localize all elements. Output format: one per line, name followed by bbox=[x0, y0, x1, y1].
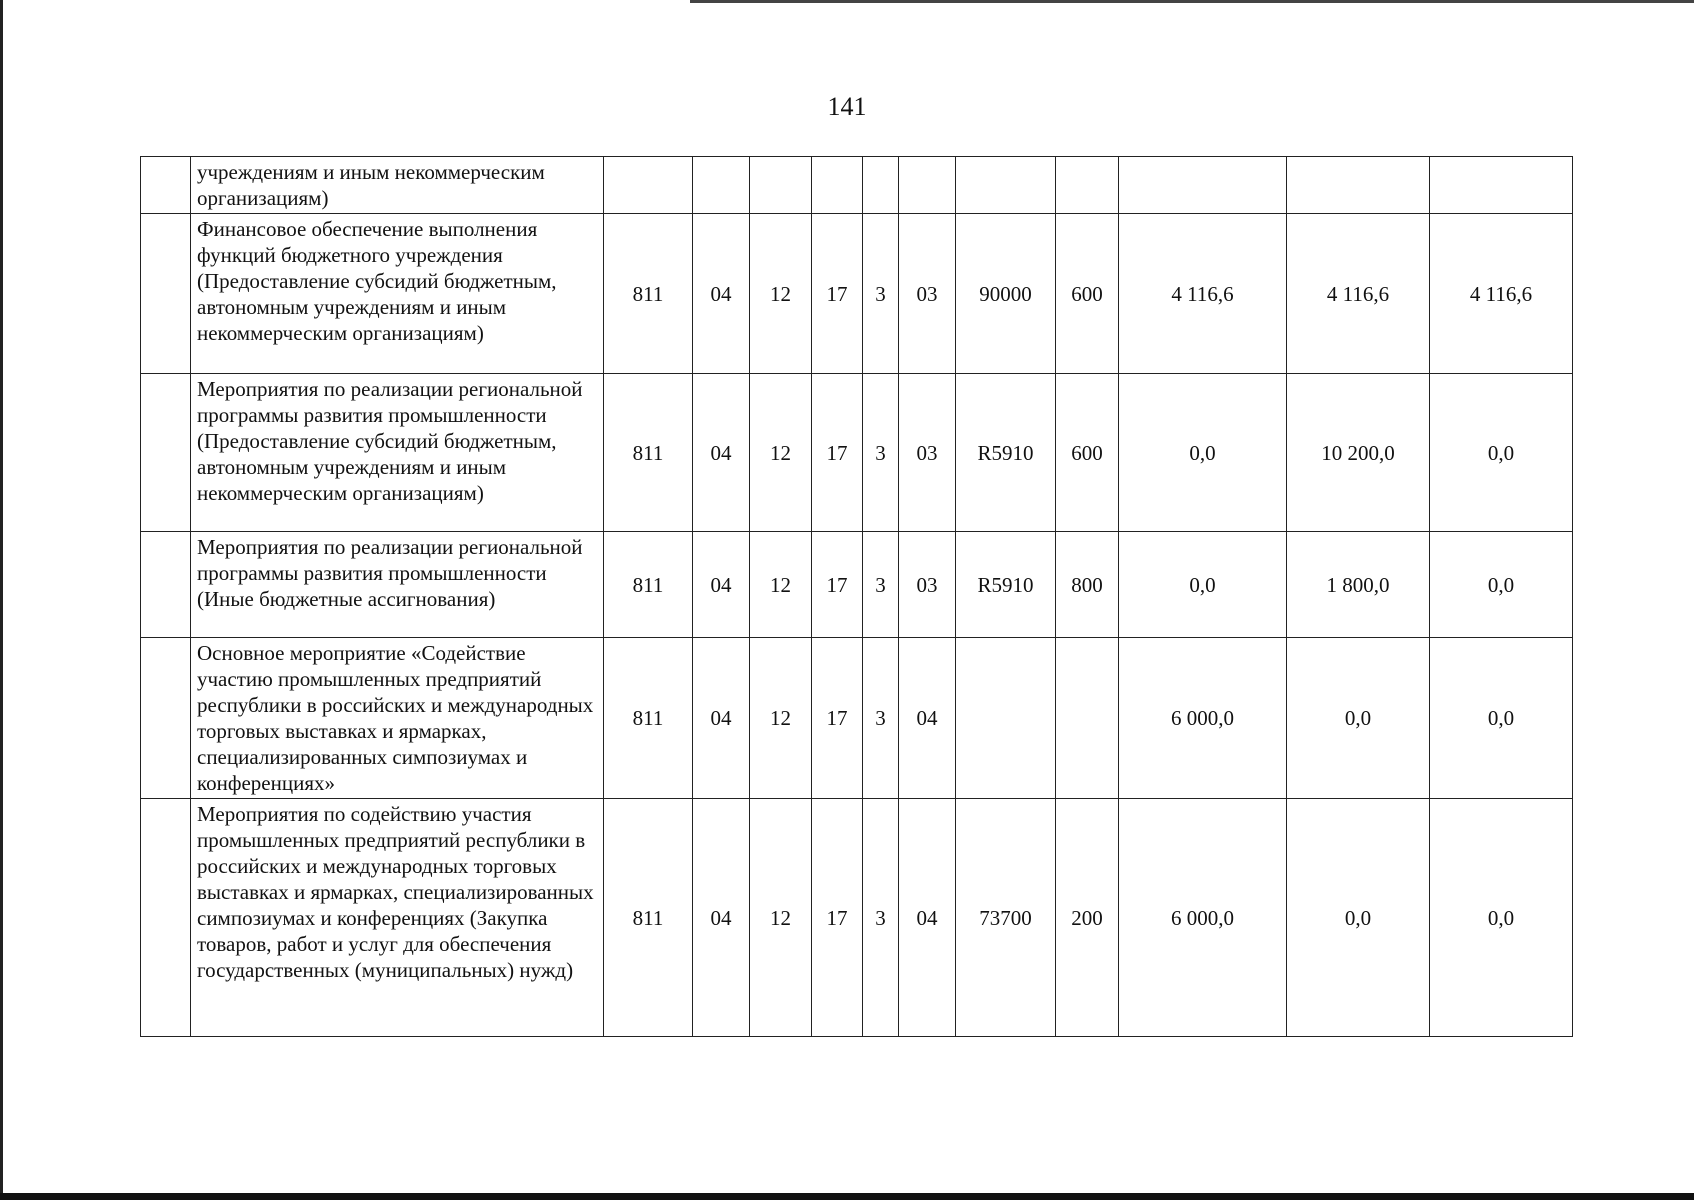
activity-cell: 03 bbox=[899, 532, 956, 638]
subprogram-cell: 3 bbox=[863, 532, 899, 638]
subprogram-cell: 3 bbox=[863, 374, 899, 532]
year3-amount-cell bbox=[1430, 157, 1573, 214]
year3-amount-cell: 0,0 bbox=[1430, 638, 1573, 799]
table-row bbox=[141, 532, 1573, 638]
ved-cell: 811 bbox=[604, 532, 693, 638]
program-cell: 17 bbox=[812, 799, 863, 1037]
expense-type-cell bbox=[1056, 157, 1119, 214]
scan-edge-top bbox=[690, 0, 1694, 3]
ved-cell: 811 bbox=[604, 799, 693, 1037]
rz-cell: 04 bbox=[693, 638, 750, 799]
year3-amount-cell: 4 116,6 bbox=[1430, 214, 1573, 374]
year3-amount-cell: 0,0 bbox=[1430, 532, 1573, 638]
table-row bbox=[141, 214, 1573, 374]
pr-cell: 12 bbox=[750, 214, 812, 374]
pr-cell: 12 bbox=[750, 532, 812, 638]
table-row bbox=[141, 157, 1573, 214]
direction-cell: 90000 bbox=[956, 214, 1056, 374]
subprogram-cell: 3 bbox=[863, 638, 899, 799]
program-cell: 17 bbox=[812, 374, 863, 532]
subprogram-cell bbox=[863, 157, 899, 214]
pr-cell: 12 bbox=[750, 638, 812, 799]
row-number-cell bbox=[141, 374, 191, 532]
expense-type-cell: 600 bbox=[1056, 374, 1119, 532]
activity-cell: 03 bbox=[899, 374, 956, 532]
year2-amount-cell: 1 800,0 bbox=[1287, 532, 1430, 638]
row-number-cell bbox=[141, 532, 191, 638]
subprogram-cell: 3 bbox=[863, 214, 899, 374]
rz-cell: 04 bbox=[693, 374, 750, 532]
scan-edge-bottom bbox=[0, 1193, 1694, 1200]
year2-amount-cell: 10 200,0 bbox=[1287, 374, 1430, 532]
rz-cell: 04 bbox=[693, 799, 750, 1037]
activity-cell: 04 bbox=[899, 638, 956, 799]
rz-cell: 04 bbox=[693, 532, 750, 638]
scan-edge-left bbox=[0, 0, 3, 1200]
activity-cell: 03 bbox=[899, 214, 956, 374]
pr-cell: 12 bbox=[750, 374, 812, 532]
item-name-cell: Мероприятия по содействию участия промышленных предприятий республики в российских и международных торговых выставках и ярмарках, специализированных симпозиумах и конференциях (Закупка товаров, работ и услуг для обеспечения государственных (муниципальных) нужд) bbox=[191, 799, 604, 1037]
program-cell bbox=[812, 157, 863, 214]
item-name-cell: учреждениям и иным некоммерческим организациям) bbox=[191, 157, 604, 214]
activity-cell: 04 bbox=[899, 799, 956, 1037]
row-number-cell bbox=[141, 214, 191, 374]
table-row bbox=[141, 374, 1573, 532]
year2-amount-cell: 4 116,6 bbox=[1287, 214, 1430, 374]
expense-type-cell bbox=[1056, 638, 1119, 799]
year3-amount-cell: 0,0 bbox=[1430, 799, 1573, 1037]
program-cell: 17 bbox=[812, 214, 863, 374]
direction-cell: 73700 bbox=[956, 799, 1056, 1037]
table-row bbox=[141, 638, 1573, 799]
direction-cell: R5910 bbox=[956, 374, 1056, 532]
year2-amount-cell: 0,0 bbox=[1287, 638, 1430, 799]
direction-cell: R5910 bbox=[956, 532, 1056, 638]
direction-cell bbox=[956, 638, 1056, 799]
year2-amount-cell bbox=[1287, 157, 1430, 214]
row-number-cell bbox=[141, 157, 191, 214]
rz-cell bbox=[693, 157, 750, 214]
item-name-cell: Мероприятия по реализации региональной программы развития промышленности (Иные бюджетные ассигнования) bbox=[191, 532, 604, 638]
subprogram-cell: 3 bbox=[863, 799, 899, 1037]
pr-cell bbox=[750, 157, 812, 214]
page-number: 141 bbox=[827, 92, 867, 121]
item-name-cell: Основное мероприятие «Содействие участию промышленных предприятий республики в российских и международных торговых выставках и ярмарках, специализированных симпозиумах и конференциях» bbox=[191, 638, 604, 799]
expense-type-cell: 800 bbox=[1056, 532, 1119, 638]
row-number-cell bbox=[141, 638, 191, 799]
year1-amount-cell bbox=[1119, 157, 1287, 214]
program-cell: 17 bbox=[812, 532, 863, 638]
pr-cell: 12 bbox=[750, 799, 812, 1037]
item-name-cell: Финансовое обеспечение выполнения функций бюджетного учреждения (Предоставление субсидий бюджетным, автономным учреждениям и иным некоммерческим организациям) bbox=[191, 214, 604, 374]
direction-cell bbox=[956, 157, 1056, 214]
expense-type-cell: 200 bbox=[1056, 799, 1119, 1037]
year1-amount-cell: 6 000,0 bbox=[1119, 799, 1287, 1037]
ved-cell: 811 bbox=[604, 374, 693, 532]
year2-amount-cell: 0,0 bbox=[1287, 799, 1430, 1037]
year1-amount-cell: 0,0 bbox=[1119, 532, 1287, 638]
year3-amount-cell: 0,0 bbox=[1430, 374, 1573, 532]
year1-amount-cell: 4 116,6 bbox=[1119, 214, 1287, 374]
row-number-cell bbox=[141, 799, 191, 1037]
ved-cell: 811 bbox=[604, 214, 693, 374]
expense-type-cell: 600 bbox=[1056, 214, 1119, 374]
table-row bbox=[141, 799, 1573, 1037]
activity-cell bbox=[899, 157, 956, 214]
ved-cell: 811 bbox=[604, 638, 693, 799]
program-cell: 17 bbox=[812, 638, 863, 799]
ved-cell bbox=[604, 157, 693, 214]
budget-table bbox=[140, 156, 1573, 1037]
rz-cell: 04 bbox=[693, 214, 750, 374]
year1-amount-cell: 6 000,0 bbox=[1119, 638, 1287, 799]
year1-amount-cell: 0,0 bbox=[1119, 374, 1287, 532]
item-name-cell: Мероприятия по реализации региональной программы развития промышленности (Предоставление субсидий бюджетным, автономным учреждениям и иным некоммерческим организациям) bbox=[191, 374, 604, 532]
